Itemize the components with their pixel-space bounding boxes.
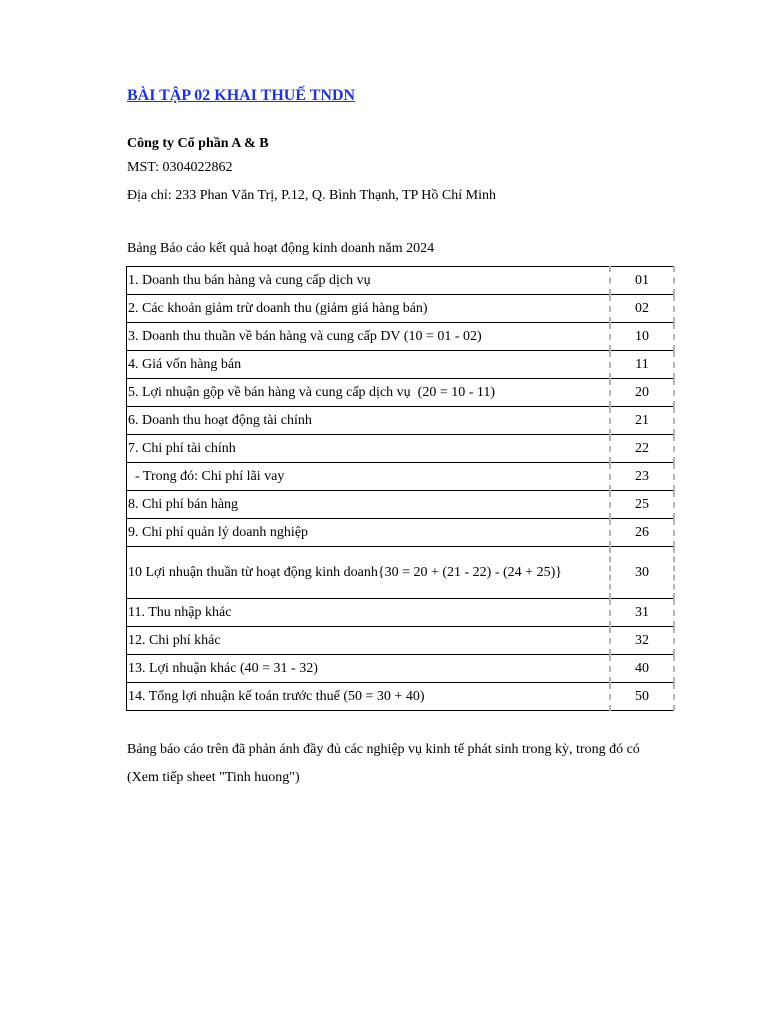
row-description: 4. Giá vốn hàng bán	[127, 351, 611, 379]
table-row	[127, 519, 675, 547]
company-name: Công ty Cổ phần A & B	[127, 136, 269, 151]
row-description: 9. Chi phí quản lý doanh nghiệp	[127, 519, 611, 547]
table-row	[127, 407, 675, 435]
row-description: 12. Chi phí khác	[127, 627, 611, 655]
row-description: 11. Thu nhập khác	[127, 599, 611, 627]
footer-note: Bảng báo cáo trên đã phản ánh đầy đủ các nghiệp vụ kinh tế phát sinh trong kỳ, trong đó có	[127, 742, 640, 757]
table-row	[127, 295, 675, 323]
row-description: 8. Chi phí bán hàng	[127, 491, 611, 519]
row-code: 50	[610, 683, 674, 711]
row-code: 21	[610, 407, 674, 435]
row-code: 11	[610, 351, 674, 379]
table-row	[127, 683, 675, 711]
row-code: 10	[610, 323, 674, 351]
income-statement-table	[126, 266, 675, 711]
table-row	[127, 547, 675, 599]
row-description: 1. Doanh thu bán hàng và cung cấp dịch vụ	[127, 267, 611, 295]
row-code: 23	[610, 463, 674, 491]
row-description: 10 Lợi nhuận thuần từ hoạt động kinh doanh{30 = 20 + (21 - 22) - (24 + 25)}	[127, 547, 611, 599]
row-code: 26	[610, 519, 674, 547]
document-title[interactable]: BÀI TẬP 02 KHAI THUẾ TNDN	[127, 87, 356, 104]
row-description: 6. Doanh thu hoạt động tài chính	[127, 407, 611, 435]
row-code: 25	[610, 491, 674, 519]
table-row	[127, 379, 675, 407]
row-description: 7. Chi phí tài chính	[127, 435, 611, 463]
row-code: 31	[610, 599, 674, 627]
footer-reference: (Xem tiếp sheet "Tinh huong")	[127, 770, 300, 785]
table-caption: Bảng Báo cáo kết quả hoạt động kinh doanh năm 2024	[127, 241, 435, 256]
table-row	[127, 491, 675, 519]
row-description: 3. Doanh thu thuần về bán hàng và cung cấp DV (10 = 01 - 02)	[127, 323, 611, 351]
company-address: Địa chỉ: 233 Phan Văn Trị, P.12, Q. Bình Thạnh, TP Hồ Chí Minh	[127, 188, 496, 203]
table-row	[127, 351, 675, 379]
row-code: 40	[610, 655, 674, 683]
row-code: 01	[610, 267, 674, 295]
row-description: 2. Các khoản giảm trừ doanh thu (giảm giá hàng bán)	[127, 295, 611, 323]
table-row	[127, 323, 675, 351]
tax-code: MST: 0304022862	[127, 160, 233, 175]
row-code: 02	[610, 295, 674, 323]
row-description: 5. Lợi nhuận gộp về bán hàng và cung cấp dịch vụ (20 = 10 - 11)	[127, 379, 611, 407]
table-row	[127, 267, 675, 295]
row-description: - Trong đó: Chi phí lãi vay	[127, 463, 611, 491]
table-row	[127, 435, 675, 463]
row-code: 32	[610, 627, 674, 655]
row-description: 13. Lợi nhuận khác (40 = 31 - 32)	[127, 655, 611, 683]
row-code: 22	[610, 435, 674, 463]
row-code: 20	[610, 379, 674, 407]
row-description: 14. Tổng lợi nhuận kế toán trước thuế (50 = 30 + 40)	[127, 683, 611, 711]
row-code: 30	[610, 547, 674, 599]
table-row	[127, 627, 675, 655]
table-row	[127, 655, 675, 683]
table-row	[127, 463, 675, 491]
table-row	[127, 599, 675, 627]
